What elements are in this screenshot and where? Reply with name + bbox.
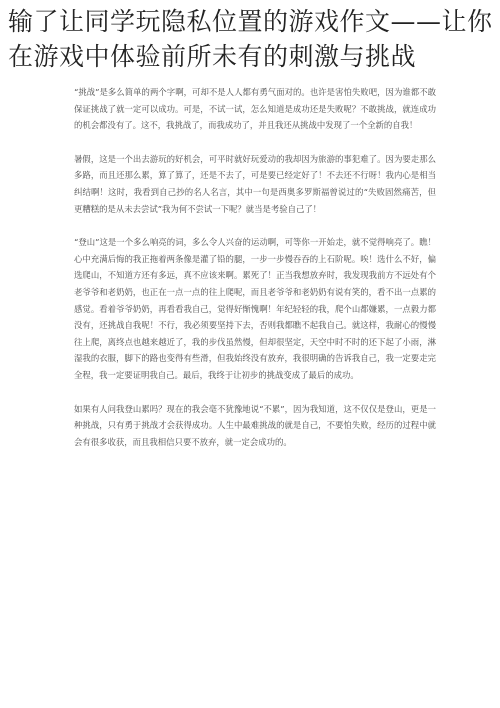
scanned-essay-image (74, 84, 436, 450)
essay-paragraph: “登山”这是一个多么响亮的词，多么令人兴奋的运动啊，可等你一开始走，就不觉得响亮了。瞧！心中充满后悔的我正拖着两条像是灌了铅的腿，一步一步慢吞吞的上石阶呢。唉！选什么不好，偏选爬山，不知道方还有多远，真不应该来啊。累死了！正当我想放弃时，我发现我前方不远处有个老爷爷和老奶奶，也正在一点一点的往上爬呢，而且老爷爷和老奶奶有说有笑的，看不出一点累的感觉。看着爷爷奶奶，再看看我自己，觉得好惭愧啊！年纪轻轻的我，爬个山都嫌累，一点毅力都没有，还挑战自我呢！不行，我必须要坚持下去，否则我都瞧不起我自己。就这样，我耐心的慢慢往上爬，离终点也越来越近了，我的步伐虽然慢，但却很坚定，天空中时不时的还下起了小雨，淋湿我的衣服，脚下的路也变得有些滑，但我始终没有放弃，我很明确的告诉我自己，我一定要走完全程，我一定要证明我自己。最后，我终于让初步的挑战变成了最后的成功。 (74, 237, 436, 380)
essay-paragraph: “挑战”是多么简单的两个字啊，可却不是人人都有勇气面对的。也许是害怕失败吧，因为谁都不敢保证挑战了就一定可以成功。可是，不试一试，怎么知道是成功还是失败呢？不敢挑战，就连成功的机会都没有了。这不，我挑战了，而我成功了，并且我还从挑战中发现了一个全新的自我！ (74, 87, 436, 131)
essay-paragraph: 如果有人问我登山累吗？现在的我会毫不犹豫地说“不累”，因为我知道，这不仅仅是登山，更是一种挑战，只有勇于挑战才会获得成功。人生中最难挑战的就是自己，不要怕失败，经历的过程中就会有很多收获，而且我相信只要不放弃，就一定会成功的。 (74, 403, 436, 447)
article-headline: 输了让同学玩隐私位置的游戏作文——让你在游戏中体验前所未有的刺激与挑战 (8, 7, 493, 71)
essay-paragraph: 暑假，这是一个出去游玩的好机会，可平时就好玩爱动的我却因为旅游的事犯难了。因为要走那么多路，而且还那么累，算了算了，还是不去了，可是要已经定好了！不去还不行呀！我内心是相当纠结啊！这时，我看到自己抄的名人名言，其中一句是西奥多罗斯福曾说过的“失败固然痛苦，但更糟糕的是从未去尝试”我为何不尝试一下呢？就当是考验自己了！ (74, 153, 436, 214)
